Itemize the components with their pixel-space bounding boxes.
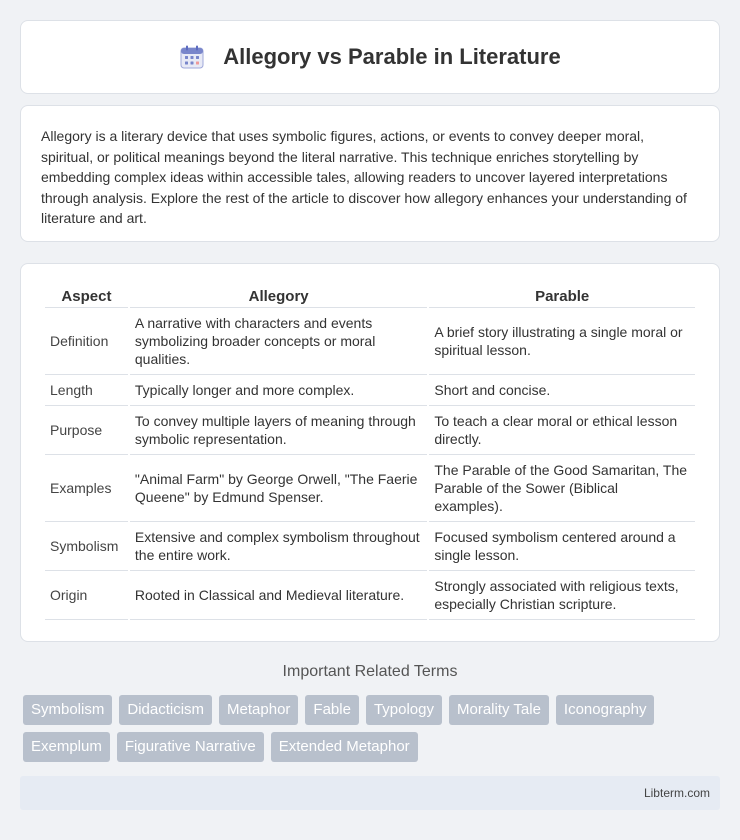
comparison-table <box>43 282 697 620</box>
table-header-row <box>45 282 695 308</box>
related-tag-fable[interactable]: Fable <box>305 695 359 725</box>
related-tag-typology[interactable]: Typology <box>366 695 442 725</box>
row-parable: Strongly associated with religious texts, especially Christian scripture. <box>429 571 695 620</box>
table-row <box>45 455 695 522</box>
table-row <box>45 308 695 375</box>
row-parable: Short and concise. <box>429 375 695 406</box>
header-aspect: Aspect <box>45 282 128 308</box>
row-aspect: Length <box>45 375 128 406</box>
table-row <box>45 571 695 620</box>
table-row <box>45 406 695 455</box>
row-aspect: Origin <box>45 571 128 620</box>
related-tag-exemplum[interactable]: Exemplum <box>23 732 110 762</box>
header-allegory: Allegory <box>130 282 427 308</box>
row-aspect: Symbolism <box>45 522 128 571</box>
footer <box>20 776 720 810</box>
related-tag-extended-metaphor[interactable]: Extended Metaphor <box>271 732 418 762</box>
row-aspect: Examples <box>45 455 128 522</box>
related-tag-metaphor[interactable]: Metaphor <box>219 695 298 725</box>
row-allegory: To convey multiple layers of meaning through symbolic representation. <box>130 406 427 455</box>
calendar-icon <box>179 44 205 70</box>
row-parable: Focused symbolism centered around a single lesson. <box>429 522 695 571</box>
intro-text: Allegory is a literary device that uses symbolic figures, actions, or events to convey deeper moral, spiritual, or political meanings beyond the literal narrative. This technique enriches storytelling by embedding complex ideas within accessible tales, allowing readers to uncover layered interpretations through analysis. Explore the rest of the article to discover how allegory enhances your understanding of literature and art. <box>41 128 687 226</box>
row-parable: To teach a clear moral or ethical lesson directly. <box>429 406 695 455</box>
related-terms-title: Important Related Terms <box>282 663 458 680</box>
row-parable: The Parable of the Good Samaritan, The Parable of the Sower (Biblical examples). <box>429 455 695 522</box>
page-title: Allegory vs Parable in Literature <box>223 44 561 69</box>
row-aspect: Purpose <box>45 406 128 455</box>
row-aspect: Definition <box>45 308 128 375</box>
related-tag-didacticism[interactable]: Didacticism <box>119 695 212 725</box>
row-parable: A brief story illustrating a single moral or spiritual lesson. <box>429 308 695 375</box>
related-tag-morality-tale[interactable]: Morality Tale <box>449 695 549 725</box>
header-parable: Parable <box>429 282 695 308</box>
related-tag-iconography[interactable]: Iconography <box>556 695 655 725</box>
related-tag-figurative-narrative[interactable]: Figurative Narrative <box>117 732 264 762</box>
related-terms-list <box>23 695 703 762</box>
row-allegory: Extensive and complex symbolism throughout the entire work. <box>130 522 427 571</box>
header-card <box>20 20 720 94</box>
table-row <box>45 375 695 406</box>
intro-card <box>20 105 720 242</box>
row-allegory: Rooted in Classical and Medieval literature. <box>130 571 427 620</box>
row-allegory: A narrative with characters and events symbolizing broader concepts or moral qualities. <box>130 308 427 375</box>
table-row <box>45 522 695 571</box>
footer-site-link[interactable]: Libterm.com <box>643 786 710 800</box>
related-tag-symbolism[interactable]: Symbolism <box>23 695 112 725</box>
comparison-card <box>20 263 720 642</box>
row-allegory: "Animal Farm" by George Orwell, "The Faerie Queene" by Edmund Spenser. <box>130 455 427 522</box>
row-allegory: Typically longer and more complex. <box>130 375 427 406</box>
